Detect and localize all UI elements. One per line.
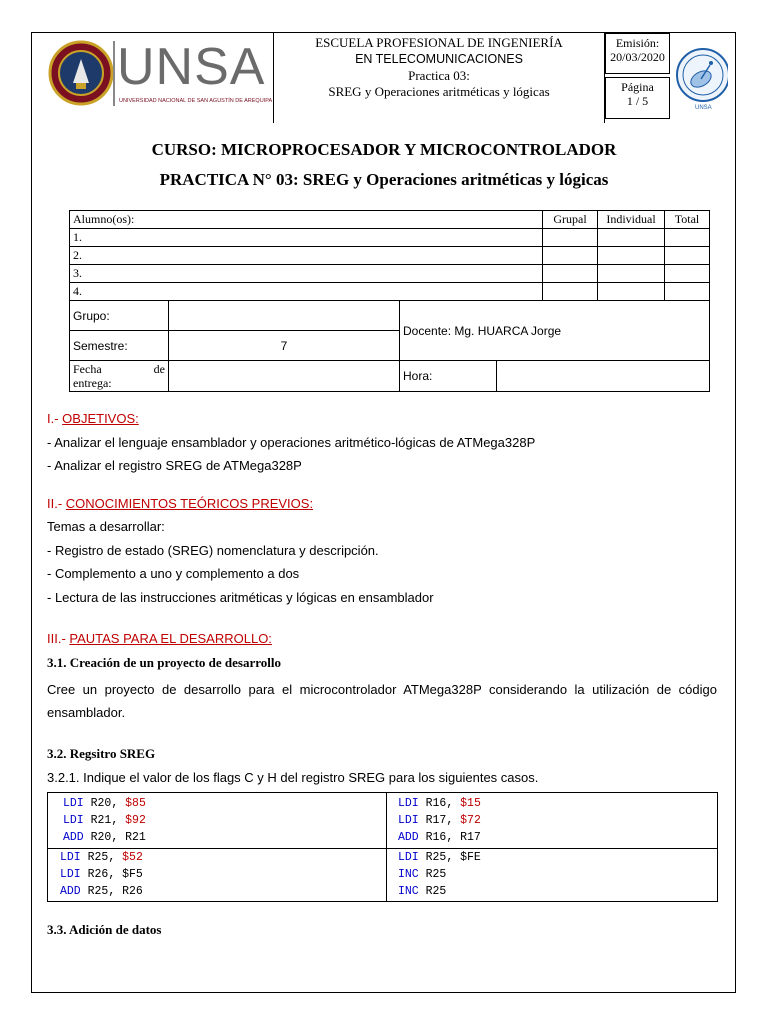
code-opcode: LDI (60, 868, 81, 881)
grade-cell (543, 247, 598, 265)
code-opcode: LDI (63, 814, 84, 827)
code-args: R25, (80, 851, 123, 864)
code-args: R25, R26 (80, 885, 143, 898)
code-block-bottom-right (398, 849, 481, 900)
code-args: R25 (418, 885, 447, 898)
code-hex: $52 (122, 851, 143, 864)
code-opcode: LDI (398, 797, 419, 810)
grade-cell (665, 265, 710, 283)
objective-item: - Analizar el lenguaje ensamblador y operaciones aritmético-lógicas de ATMega328P (47, 435, 536, 450)
group-label: Grupo: (70, 301, 169, 331)
header-title-block (273, 33, 605, 123)
code-line (398, 829, 481, 846)
date-label-cell (70, 361, 169, 392)
grade-cell (598, 247, 665, 265)
table-row (70, 283, 710, 301)
student-row-number: 4. (70, 283, 543, 301)
code-args: R21, (83, 814, 126, 827)
student-table (69, 210, 710, 301)
code-line (398, 795, 481, 812)
school-name-line1: ESCUELA PROFESIONAL DE INGENIERÍA (315, 35, 563, 50)
code-args: R16, R17 (418, 831, 481, 844)
students-label: Alumno(os): (70, 211, 543, 229)
student-row-number: 2. (70, 247, 543, 265)
section-title: OBJETIVOS: (62, 411, 139, 426)
date-label-delivery: entrega: (73, 376, 112, 390)
code-args: R20, (83, 797, 126, 810)
code-opcode: ADD (63, 831, 84, 844)
code-hex: $92 (125, 814, 146, 827)
section-title: PAUTAS PARA EL DESARROLLO: (69, 631, 272, 646)
emission-cell (605, 33, 670, 74)
student-row-number: 1. (70, 229, 543, 247)
code-line (398, 849, 481, 866)
code-hex: $15 (460, 797, 481, 810)
practice-number: Practica 03: (408, 68, 470, 83)
code-args: R25 (418, 868, 447, 881)
theory-item: - Lectura de las instrucciones aritméticas y lógicas en ensamblador (47, 590, 434, 605)
code-line (63, 795, 146, 812)
subsection-text: Cree un proyecto de desarrollo para el microcontrolador ATMega328P considerando la utilización de código ensamblador. (47, 682, 717, 720)
code-opcode: INC (398, 868, 419, 881)
grade-cell (598, 265, 665, 283)
code-block-top-right (398, 795, 481, 846)
subsection-text: 3.2.1. Indique el valor de los flags C y H del registro SREG para los siguientes casos. (47, 770, 539, 785)
code-block-top-left (63, 795, 146, 846)
table-row (70, 229, 710, 247)
divider (48, 848, 717, 849)
grade-cell (665, 229, 710, 247)
code-opcode: LDI (398, 851, 419, 864)
subsection-title: 3.2. Regsitro SREG (47, 746, 156, 761)
code-args: R16, (418, 797, 461, 810)
code-line (60, 866, 143, 883)
unsa-logo (43, 33, 273, 123)
code-args: R20, R21 (83, 831, 146, 844)
grade-cell (598, 229, 665, 247)
page-label: Página (621, 80, 654, 94)
code-opcode: INC (398, 885, 419, 898)
group-value (169, 301, 400, 331)
code-opcode: LDI (60, 851, 81, 864)
logo-wordmark: UNSA (117, 38, 266, 96)
grade-cell (665, 283, 710, 301)
subsection-title: 3.1. Creación de un proyecto de desarrollo (47, 655, 281, 670)
theory-item: - Registro de estado (SREG) nomenclatura y descripción. (47, 543, 379, 558)
logo-subtext: UNIVERSIDAD NACIONAL DE SAN AGUSTÍN DE AREQUIPA (119, 98, 273, 104)
code-line (60, 849, 143, 866)
group-grade-header: Grupal (543, 211, 598, 229)
section-prefix: II.- (47, 496, 66, 511)
theory-item: - Complemento a uno y complemento a dos (47, 566, 300, 581)
theory-intro: Temas a desarrollar: (47, 519, 165, 534)
grade-cell (543, 229, 598, 247)
hour-value (497, 361, 710, 392)
code-line (63, 812, 146, 829)
code-opcode: LDI (398, 814, 419, 827)
code-hex: $72 (460, 814, 481, 827)
subsection-title: 3.3. Adición de datos (47, 922, 162, 937)
course-title: CURSO: MICROPROCESADOR Y MICROCONTROLADOR (151, 140, 617, 159)
teacher-name: Docente: Mg. HUARCA Jorge (400, 301, 710, 361)
table-row (70, 265, 710, 283)
code-hex: $85 (125, 797, 146, 810)
practice-topic: SREG y Operaciones aritméticas y lógicas (328, 84, 550, 99)
code-args: R17, (418, 814, 461, 827)
semester-label: Semestre: (70, 331, 169, 361)
date-label-word: Fecha (73, 362, 102, 376)
semester-value: 7 (169, 331, 400, 361)
faculty-logo (670, 33, 728, 123)
school-name-line2: EN TELECOMUNICACIONES (355, 52, 523, 66)
table-row (70, 247, 710, 265)
code-opcode: ADD (60, 885, 81, 898)
total-grade-header: Total (665, 211, 710, 229)
page-number: 1 / 5 (626, 94, 649, 108)
code-line (60, 883, 143, 900)
faculty-logo-text: UNSA (695, 105, 712, 111)
date-label-de: de (153, 362, 165, 376)
code-block-bottom-left (60, 849, 143, 900)
code-line (398, 866, 481, 883)
hour-label: Hora: (400, 361, 497, 392)
grade-cell (665, 247, 710, 265)
section-guidelines-heading (47, 631, 272, 647)
date-value (169, 361, 400, 392)
section-title: CONOCIMIENTOS TEÓRICOS PREVIOS: (65, 496, 314, 511)
course-meta-table (69, 300, 710, 392)
code-args: R26, $F5 (80, 868, 143, 881)
practice-title: PRACTICA N° 03: SREG y Operaciones aritméticas y lógicas (159, 170, 609, 189)
grade-cell (543, 283, 598, 301)
code-line (398, 812, 481, 829)
code-table (47, 792, 718, 902)
code-opcode: LDI (63, 797, 84, 810)
page-cell (605, 77, 670, 119)
emission-label: Emisión: (615, 36, 660, 50)
code-opcode: ADD (398, 831, 419, 844)
individual-grade-header: Individual (598, 211, 665, 229)
divider (386, 793, 387, 901)
grade-cell (598, 283, 665, 301)
section-prefix: III.- (47, 631, 70, 646)
section-prefix: I.- (47, 411, 63, 426)
emission-date: 20/03/2020 (610, 50, 665, 64)
student-table-header (70, 211, 710, 229)
grade-cell (543, 265, 598, 283)
document-header (43, 33, 728, 125)
header-meta (605, 33, 670, 123)
objective-item: - Analizar el registro SREG de ATMega328P (47, 458, 302, 473)
code-line (63, 829, 146, 846)
code-line (398, 883, 481, 900)
code-args: R25, $FE (418, 851, 481, 864)
student-row-number: 3. (70, 265, 543, 283)
section-theory-heading (47, 496, 313, 512)
section-objectives-heading (47, 411, 139, 427)
